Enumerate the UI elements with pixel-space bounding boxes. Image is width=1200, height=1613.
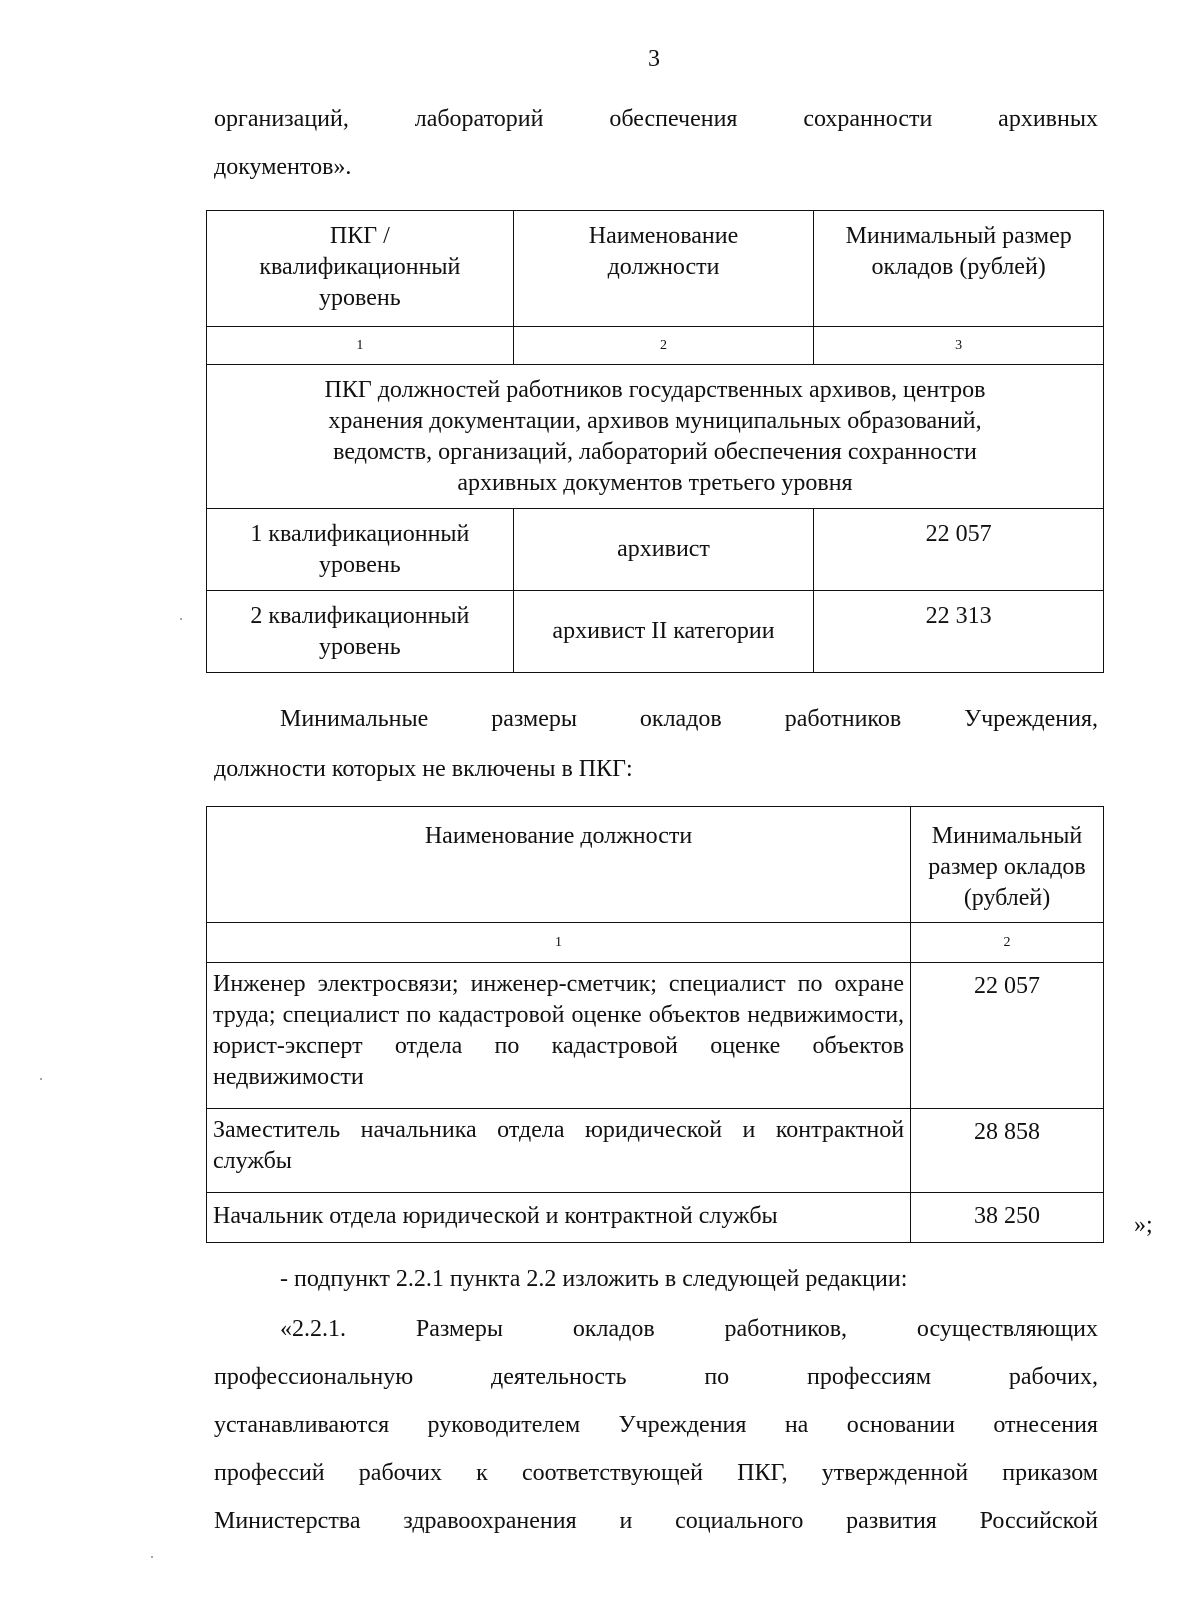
- final-word: к: [476, 1460, 488, 1486]
- scan-speck: [151, 1556, 153, 1558]
- level-text: уровень: [319, 634, 401, 660]
- scan-speck: [40, 1078, 42, 1080]
- position-name: архивист: [513, 509, 814, 591]
- scan-speck: [180, 618, 182, 620]
- pkg-salary-table: [206, 210, 1104, 673]
- header-min-salary: [814, 211, 1104, 327]
- header-text: Наименование должности: [424, 823, 693, 849]
- middle-word: окладов: [639, 706, 722, 732]
- group-title-line: хранения документации, архивов муниципальных образований,: [328, 408, 982, 434]
- final-line-4: [214, 1458, 1098, 1488]
- column-number: 3: [814, 327, 1104, 365]
- group-title: [207, 365, 1104, 509]
- intro-line-2: документов».: [214, 154, 352, 180]
- salary-value: 38 250: [911, 1193, 1104, 1243]
- salary-value: 22 057: [814, 509, 1104, 591]
- level-text: уровень: [319, 552, 401, 578]
- header-text: уровень: [319, 285, 401, 311]
- final-word: и: [619, 1508, 633, 1534]
- middle-paragraph: [280, 704, 1098, 734]
- final-word: «2.2.1.: [280, 1316, 346, 1342]
- final-word: утвержденной: [821, 1460, 969, 1486]
- table-row: [207, 1193, 1104, 1243]
- final-word: здравоохранения: [403, 1508, 577, 1534]
- final-word: рабочих: [358, 1460, 442, 1486]
- final-word: ПКГ,: [737, 1460, 788, 1486]
- level-text: 1 квалификационный: [250, 521, 470, 547]
- final-word: руководителем: [427, 1412, 581, 1438]
- salary-value: 28 858: [911, 1109, 1104, 1193]
- middle-line-1: [280, 704, 1098, 734]
- header-text: Наименование: [588, 223, 739, 249]
- final-line-3: [214, 1410, 1098, 1440]
- qualification-level: [207, 591, 514, 673]
- intro-word: сохранности: [803, 106, 933, 132]
- header-text: окладов (рублей): [871, 254, 1046, 280]
- column-number: 1: [207, 923, 911, 963]
- final-word: развития: [846, 1508, 937, 1534]
- final-word: на: [784, 1412, 809, 1438]
- closing-quote-mark: »;: [1134, 1212, 1153, 1238]
- middle-word: работников: [784, 706, 902, 732]
- column-number-row: [207, 923, 1104, 963]
- final-word: Учреждения: [618, 1412, 747, 1438]
- column-number: 1: [207, 327, 514, 365]
- table-header-row: [207, 211, 1104, 327]
- final-word: Министерства: [214, 1508, 361, 1534]
- position-name: Инженер электросвязи; инженер-сметчик; специалист по охране труда; специалист по кадастровой оценке объектов недвижимости, юрист-эксперт отдела по кадастровой оценке объектов недвижимости: [207, 963, 911, 1109]
- position-name: Заместитель начальника отдела юридической и контрактной службы: [207, 1109, 911, 1193]
- middle-word: размеры: [491, 706, 577, 732]
- intro-word: организаций,: [214, 106, 349, 132]
- table-row: [207, 591, 1104, 673]
- table-row: [207, 1109, 1104, 1193]
- header-text: Минимальный: [931, 823, 1083, 849]
- final-word: устанавливаются: [214, 1412, 390, 1438]
- header-position-name: [513, 211, 814, 327]
- final-word: отнесения: [993, 1412, 1098, 1438]
- group-title-line: архивных документов третьего уровня: [457, 470, 853, 496]
- final-word: Размеры: [415, 1316, 503, 1342]
- final-word: работников,: [724, 1316, 848, 1342]
- final-word: рабочих,: [1008, 1364, 1098, 1390]
- intro-word: лабораторий: [414, 106, 544, 132]
- final-word: профессий: [214, 1460, 325, 1486]
- header-text: Минимальный размер: [845, 223, 1072, 249]
- final-paragraph: [214, 1314, 1098, 1536]
- middle-line-2: должности которых не включены в ПКГ:: [214, 756, 633, 782]
- table-row: [207, 963, 1104, 1109]
- final-word: деятельность: [491, 1364, 627, 1390]
- table-row: [207, 509, 1104, 591]
- final-word: основании: [846, 1412, 955, 1438]
- non-pkg-salary-table: [206, 806, 1104, 1243]
- final-word: социального: [675, 1508, 804, 1534]
- column-number-row: [207, 327, 1104, 365]
- group-title-line: ПКГ должностей работников государственных архивов, центров: [324, 377, 986, 403]
- final-word: окладов: [572, 1316, 655, 1342]
- level-text: 2 квалификационный: [250, 603, 470, 629]
- middle-word: Минимальные: [280, 706, 429, 732]
- header-pkg-level: [207, 211, 514, 327]
- header-text: ПКГ /: [329, 223, 390, 249]
- final-word: профессиям: [806, 1364, 932, 1390]
- position-name: Начальник отдела юридической и контрактной службы: [207, 1193, 911, 1243]
- page-number: 3: [648, 46, 660, 72]
- intro-word: обеспечения: [609, 106, 738, 132]
- final-word: Российской: [979, 1508, 1098, 1534]
- salary-value: 22 313: [814, 591, 1104, 673]
- header-text: размер окладов: [928, 854, 1086, 880]
- header-text: (рублей): [963, 885, 1051, 911]
- salary-value: 22 057: [911, 963, 1104, 1109]
- final-line-5: [214, 1506, 1098, 1536]
- final-line-1: [280, 1314, 1098, 1344]
- final-word: соответствующей: [521, 1460, 703, 1486]
- header-position-name: [207, 807, 911, 923]
- middle-word: Учреждения,: [964, 706, 1098, 732]
- group-title-line: ведомств, организаций, лабораторий обеспечения сохранности: [333, 439, 977, 465]
- column-number: 2: [513, 327, 814, 365]
- group-title-row: [207, 365, 1104, 509]
- final-word: приказом: [1002, 1460, 1098, 1486]
- header-min-salary: [911, 807, 1104, 923]
- intro-word: архивных: [998, 106, 1098, 132]
- amendment-bullet: - подпункт 2.2.1 пункта 2.2 изложить в следующей редакции:: [280, 1266, 908, 1292]
- final-word: осуществляющих: [916, 1316, 1098, 1342]
- header-text: квалификационный: [259, 254, 461, 280]
- intro-paragraph: [214, 104, 1098, 182]
- column-number: 2: [911, 923, 1104, 963]
- position-name: архивист II категории: [513, 591, 814, 673]
- final-word: по: [704, 1364, 730, 1390]
- intro-line-1: [214, 104, 1098, 134]
- final-line-2: [214, 1362, 1098, 1392]
- final-word: профессиональную: [214, 1364, 414, 1390]
- table-header-row: [207, 807, 1104, 923]
- header-text: должности: [607, 254, 720, 280]
- qualification-level: [207, 509, 514, 591]
